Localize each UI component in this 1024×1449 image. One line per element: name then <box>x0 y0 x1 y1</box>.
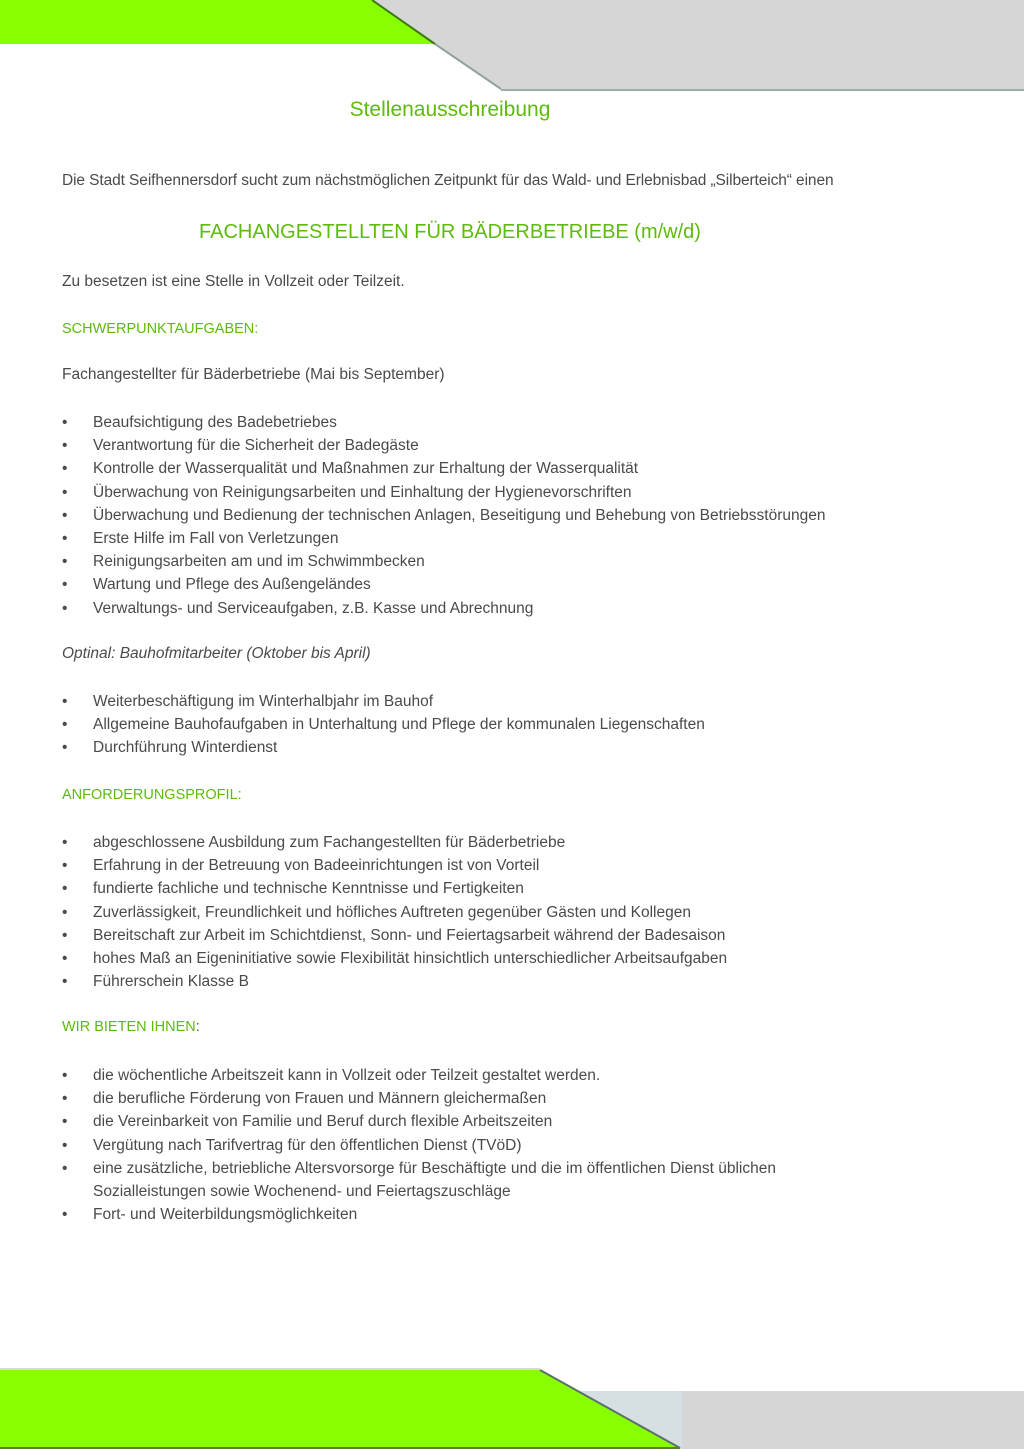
list-item: • Überwachung von Reinigungsarbeiten und Einhaltung der Hygienevorschriften <box>62 481 826 504</box>
list-item: • die wöchentliche Arbeitszeit kann in Vollzeit oder Teilzeit gestaltet werden. <box>62 1064 776 1087</box>
footer-decoration <box>0 1366 1024 1449</box>
optional-tasks-list <box>62 690 705 760</box>
list-item: • Verwaltungs- und Serviceaufgaben, z.B. Kasse und Abrechnung <box>62 597 826 620</box>
list-item: • die Vereinbarkeit von Familie und Beruf durch flexible Arbeitszeiten <box>62 1110 776 1133</box>
intro-text: Die Stadt Seifhennersdorf sucht zum nächstmöglichen Zeitpunkt für das Wald- und Erlebnisbad „Silberteich“ einen <box>62 172 834 189</box>
header-gray-band <box>372 0 1024 89</box>
list-item: • Bereitschaft zur Arbeit im Schichtdienst, Sonn- und Feiertagsarbeit während der Badesaison <box>62 924 727 947</box>
offer-list <box>62 1064 776 1226</box>
list-item: • Überwachung und Bedienung der technischen Anlagen, Beseitigung und Behebung von Betriebsstörungen <box>62 504 826 527</box>
list-item: • Weiterbeschäftigung im Winterhalbjahr im Bauhof <box>62 690 705 713</box>
list-item: • Allgemeine Bauhofaufgaben in Unterhaltung und Pflege der kommunalen Liegenschaften <box>62 713 705 736</box>
offer-heading-text: WIR BIETEN IHNEN <box>62 1019 196 1035</box>
tasks-subheading: Fachangestellter für Bäderbetriebe (Mai bis September) <box>62 366 445 383</box>
list-item: • Durchführung Winterdienst <box>62 736 705 759</box>
list-item: • Erste Hilfe im Fall von Verletzungen <box>62 527 826 550</box>
footer-green-band <box>0 1370 680 1448</box>
section-heading-offer <box>62 1019 200 1035</box>
offer-heading-colon: : <box>195 1019 200 1035</box>
tasks-list <box>62 411 826 620</box>
header-decoration <box>0 0 1024 92</box>
list-item: • Reinigungsarbeiten am und im Schwimmbecken <box>62 550 826 573</box>
list-item: • Kontrolle der Wasserqualität und Maßnahmen zur Erhaltung der Wasserqualität <box>62 457 826 480</box>
list-item-multiline <box>62 1157 776 1203</box>
section-heading-requirements: ANFORDERUNGSPROFIL: <box>62 787 242 803</box>
list-item: • Wartung und Pflege des Außengeländes <box>62 573 826 596</box>
list-item: • fundierte fachliche und technische Kenntnisse und Fertigkeiten <box>62 877 727 900</box>
list-item: • Beaufsichtigung des Badebetriebes <box>62 411 826 434</box>
footer-decoration-shape <box>0 1366 1024 1449</box>
list-item: • Vergütung nach Tarifvertrag für den öffentlichen Dienst (TVöD) <box>62 1134 776 1157</box>
list-item-line: Sozialleistungen sowie Wochenend- und Feiertagszuschläge <box>93 1183 511 1201</box>
optional-subheading: Optinal: Bauhofmitarbeiter (Oktober bis April) <box>62 645 371 662</box>
list-item-line: • eine zusätzliche, betriebliche Altersvorsorge für Beschäftigte und die im öffentlichen Dienst üblichen <box>93 1159 776 1177</box>
section-heading-tasks: SCHWERPUNKTAUFGABEN: <box>62 321 259 337</box>
header-green-band <box>0 0 440 44</box>
list-item: • Erfahrung in der Betreuung von Badeeinrichtungen ist von Vorteil <box>62 854 727 877</box>
list-item: • die berufliche Förderung von Frauen und Männern gleichermaßen <box>62 1087 776 1110</box>
header-decoration-shape <box>0 0 1024 92</box>
requirements-list <box>62 831 727 993</box>
list-item: • hohes Maß an Eigeninitiative sowie Flexibilität hinsichtlich unterschiedlicher Arbeitsaufgaben <box>62 947 727 970</box>
list-item: • abgeschlossene Ausbildung zum Fachangestellten für Bäderbetriebe <box>62 831 727 854</box>
position-note: Zu besetzen ist eine Stelle in Vollzeit oder Teilzeit. <box>62 273 405 290</box>
list-item: • Verantwortung für die Sicherheit der Badegäste <box>62 434 826 457</box>
list-item: • Fort- und Weiterbildungsmöglichkeiten <box>62 1203 776 1226</box>
page-title: Stellenausschreibung <box>349 98 551 121</box>
list-item: • Zuverlässigkeit, Freundlichkeit und höfliches Auftreten gegenüber Gästen und Kollegen <box>62 901 727 924</box>
job-title: FACHANGESTELLTEN FÜR BÄDERBETRIEBE (m/w/d) <box>199 221 701 243</box>
list-item: • Führerschein Klasse B <box>62 970 727 993</box>
